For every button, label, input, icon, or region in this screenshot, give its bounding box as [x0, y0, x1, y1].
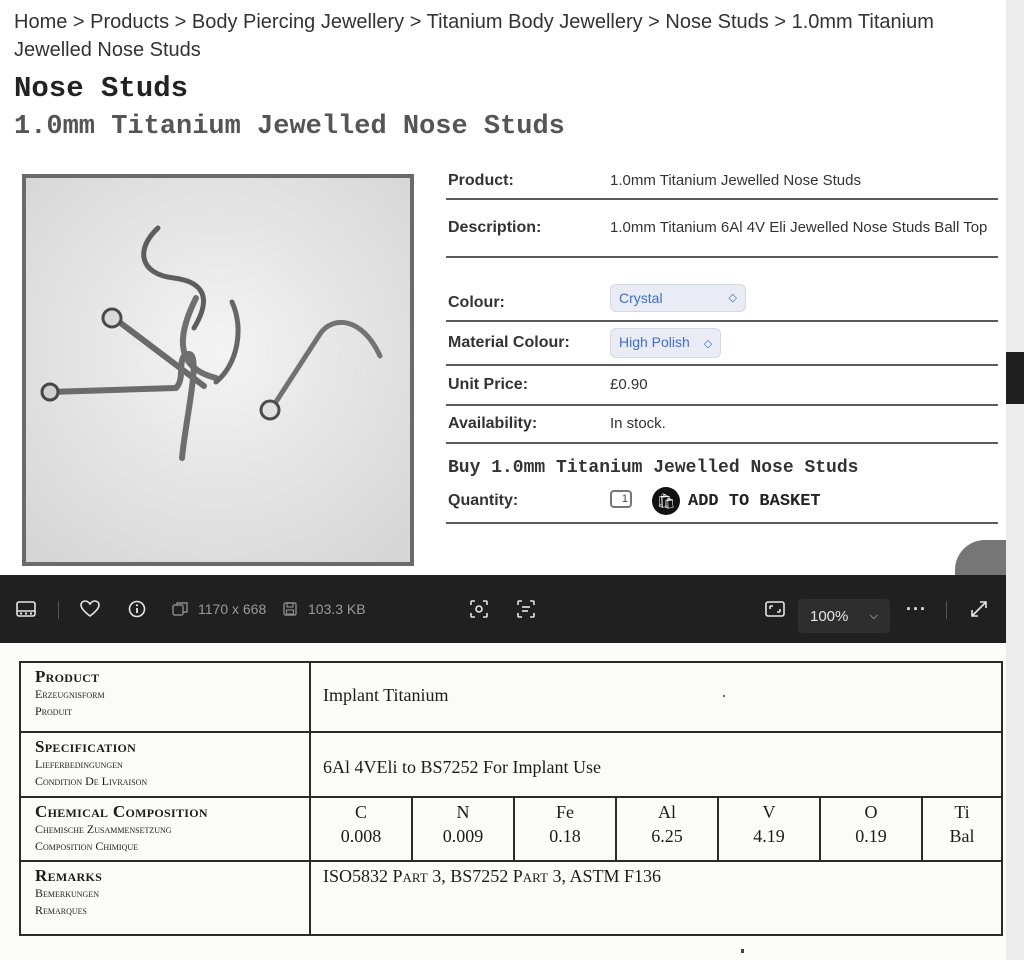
availability-value: In stock. — [610, 415, 666, 432]
scan-speck — [741, 949, 744, 953]
product-row — [446, 164, 998, 200]
element-cell — [922, 797, 1002, 861]
breadcrumb[interactable]: Home > Products > Body Piercing Jewellery > Titanium Body Jewellery > Nose Studs > 1.0mm Titanium Jewelled Nose Studs — [14, 11, 934, 61]
specification-heading: Specification — [35, 737, 137, 756]
chevron-down-icon: ⌵ — [869, 609, 878, 622]
toolbar-separator — [946, 601, 947, 619]
element-cell — [616, 797, 718, 861]
element-symbol: N — [456, 802, 470, 822]
product-value: Implant Titanium — [310, 662, 1002, 732]
colour-select[interactable] — [610, 284, 746, 312]
more-button[interactable] — [906, 575, 927, 643]
unit-price-label: Unit Price: — [448, 376, 529, 393]
colour-label: Colour: — [448, 294, 505, 311]
decorative-corner — [955, 540, 1006, 575]
nose-stud-image — [26, 178, 410, 562]
page-title: Nose Studs — [14, 72, 189, 105]
element-value: 0.18 — [549, 826, 581, 846]
specification-heading-de: Lieferbedingungen — [35, 757, 123, 771]
element-value: 0.009 — [442, 826, 484, 846]
text-scan-icon — [517, 600, 535, 618]
background-dark-patch — [1006, 352, 1024, 404]
remarks-value: ISO5832 Part 3, BS7252 Part 3, ASTM F136 — [310, 861, 1002, 935]
info-button[interactable] — [128, 575, 146, 643]
product-photo — [22, 174, 414, 566]
material-colour-select-value: High Polish — [619, 334, 690, 350]
element-value: 6.25 — [651, 826, 683, 846]
quantity-row — [446, 482, 998, 524]
text-scan-button[interactable] — [517, 575, 535, 643]
element-symbol: V — [762, 802, 776, 822]
zoom-select[interactable] — [798, 599, 890, 633]
description-row — [446, 200, 998, 258]
element-symbol: Ti — [954, 802, 970, 822]
material-colour-row — [446, 322, 998, 366]
remarks-row — [20, 861, 1002, 935]
material-colour-select[interactable] — [610, 328, 721, 358]
image-viewer-toolbar — [0, 575, 1006, 643]
basket-icon: 🛍 — [652, 487, 680, 515]
face-scan-icon — [470, 600, 488, 618]
product-heading: Product — [35, 667, 100, 686]
filmstrip-icon — [16, 601, 36, 617]
chemical-heading-de: Chemische Zusammensetzung — [35, 822, 172, 836]
availability-label: Availability: — [448, 415, 538, 432]
product-heading-cell — [20, 662, 310, 732]
more-icon: ··· — [906, 598, 927, 619]
product-label: Product: — [448, 172, 514, 189]
fit-window-icon — [765, 601, 785, 617]
filmstrip-button[interactable] — [16, 575, 36, 643]
zoom-value: 100% — [810, 607, 849, 625]
element-cell — [310, 797, 412, 861]
toolbar-separator — [58, 601, 59, 619]
product-heading-fr: Produit — [35, 704, 72, 718]
specification-heading-cell — [20, 732, 310, 797]
specification-value: 6Al 4VEli to BS7252 For Implant Use — [310, 732, 1002, 797]
add-to-basket-button[interactable] — [652, 486, 821, 516]
product-value: 1.0mm Titanium Jewelled Nose Studs — [610, 172, 861, 189]
background-strip — [1006, 0, 1024, 960]
material-certificate — [0, 643, 1006, 960]
image-dimensions — [172, 575, 266, 643]
save-icon — [283, 602, 297, 616]
element-cell — [718, 797, 820, 861]
heart-icon — [80, 600, 100, 618]
visual-search-button[interactable] — [470, 575, 488, 643]
element-value: Bal — [949, 826, 975, 846]
element-cell — [514, 797, 616, 861]
element-cell — [412, 797, 514, 861]
favorite-button[interactable] — [80, 575, 100, 643]
description-value: 1.0mm Titanium 6Al 4V Eli Jewelled Nose Studs Ball Top — [610, 219, 988, 236]
product-row — [20, 662, 1002, 732]
page-subtitle: 1.0mm Titanium Jewelled Nose Studs — [14, 112, 565, 142]
chemical-composition-row — [20, 797, 1002, 861]
chemical-heading: Chemical Composition — [35, 802, 208, 821]
availability-row — [446, 406, 998, 444]
element-value: 0.19 — [855, 826, 887, 846]
file-size-value: 103.3 KB — [308, 601, 366, 617]
resize-icon — [172, 602, 188, 616]
quantity-input[interactable]: 1 — [610, 490, 632, 508]
add-to-basket-label: ADD TO BASKET — [688, 491, 821, 511]
unit-price-row — [446, 366, 998, 406]
chemical-heading-fr: Composition Chimique — [35, 839, 139, 853]
material-colour-label: Material Colour: — [448, 334, 570, 351]
quantity-label: Quantity: — [448, 492, 519, 509]
colour-select-value: Crystal — [619, 290, 663, 306]
product-info-table — [446, 164, 998, 444]
element-symbol: Fe — [556, 802, 574, 822]
element-symbol: Al — [658, 802, 676, 822]
colour-row — [446, 258, 998, 322]
element-value: 0.008 — [340, 826, 382, 846]
remarks-heading-de: Bemerkungen — [35, 886, 99, 900]
element-symbol: O — [864, 802, 878, 822]
remarks-heading-fr: Remarques — [35, 903, 88, 917]
info-icon — [128, 600, 146, 618]
certificate-table — [19, 661, 1003, 936]
element-symbol: C — [354, 802, 367, 822]
element-cell — [820, 797, 922, 861]
description-label: Description: — [448, 219, 542, 236]
image-dimensions-value: 1170 x 668 — [198, 601, 267, 617]
fullscreen-icon — [970, 600, 988, 618]
scan-speck — [723, 695, 725, 697]
specification-heading-fr: Condition De Livraison — [35, 774, 148, 788]
specification-row — [20, 732, 1002, 797]
file-size — [283, 575, 366, 643]
select-chevron-icon: ◇ — [703, 338, 713, 350]
fit-window-button[interactable] — [765, 575, 785, 643]
product-heading-de: Erzeugnisform — [35, 687, 105, 701]
select-chevron-icon: ◇ — [728, 292, 737, 304]
chemical-heading-cell — [20, 797, 310, 861]
buy-heading: Buy 1.0mm Titanium Jewelled Nose Studs — [448, 458, 859, 478]
remarks-heading-cell — [20, 861, 310, 935]
fullscreen-button[interactable] — [970, 575, 988, 643]
unit-price-value: £0.90 — [610, 376, 648, 393]
element-value: 4.19 — [753, 826, 785, 846]
remarks-heading: Remarks — [35, 866, 103, 885]
